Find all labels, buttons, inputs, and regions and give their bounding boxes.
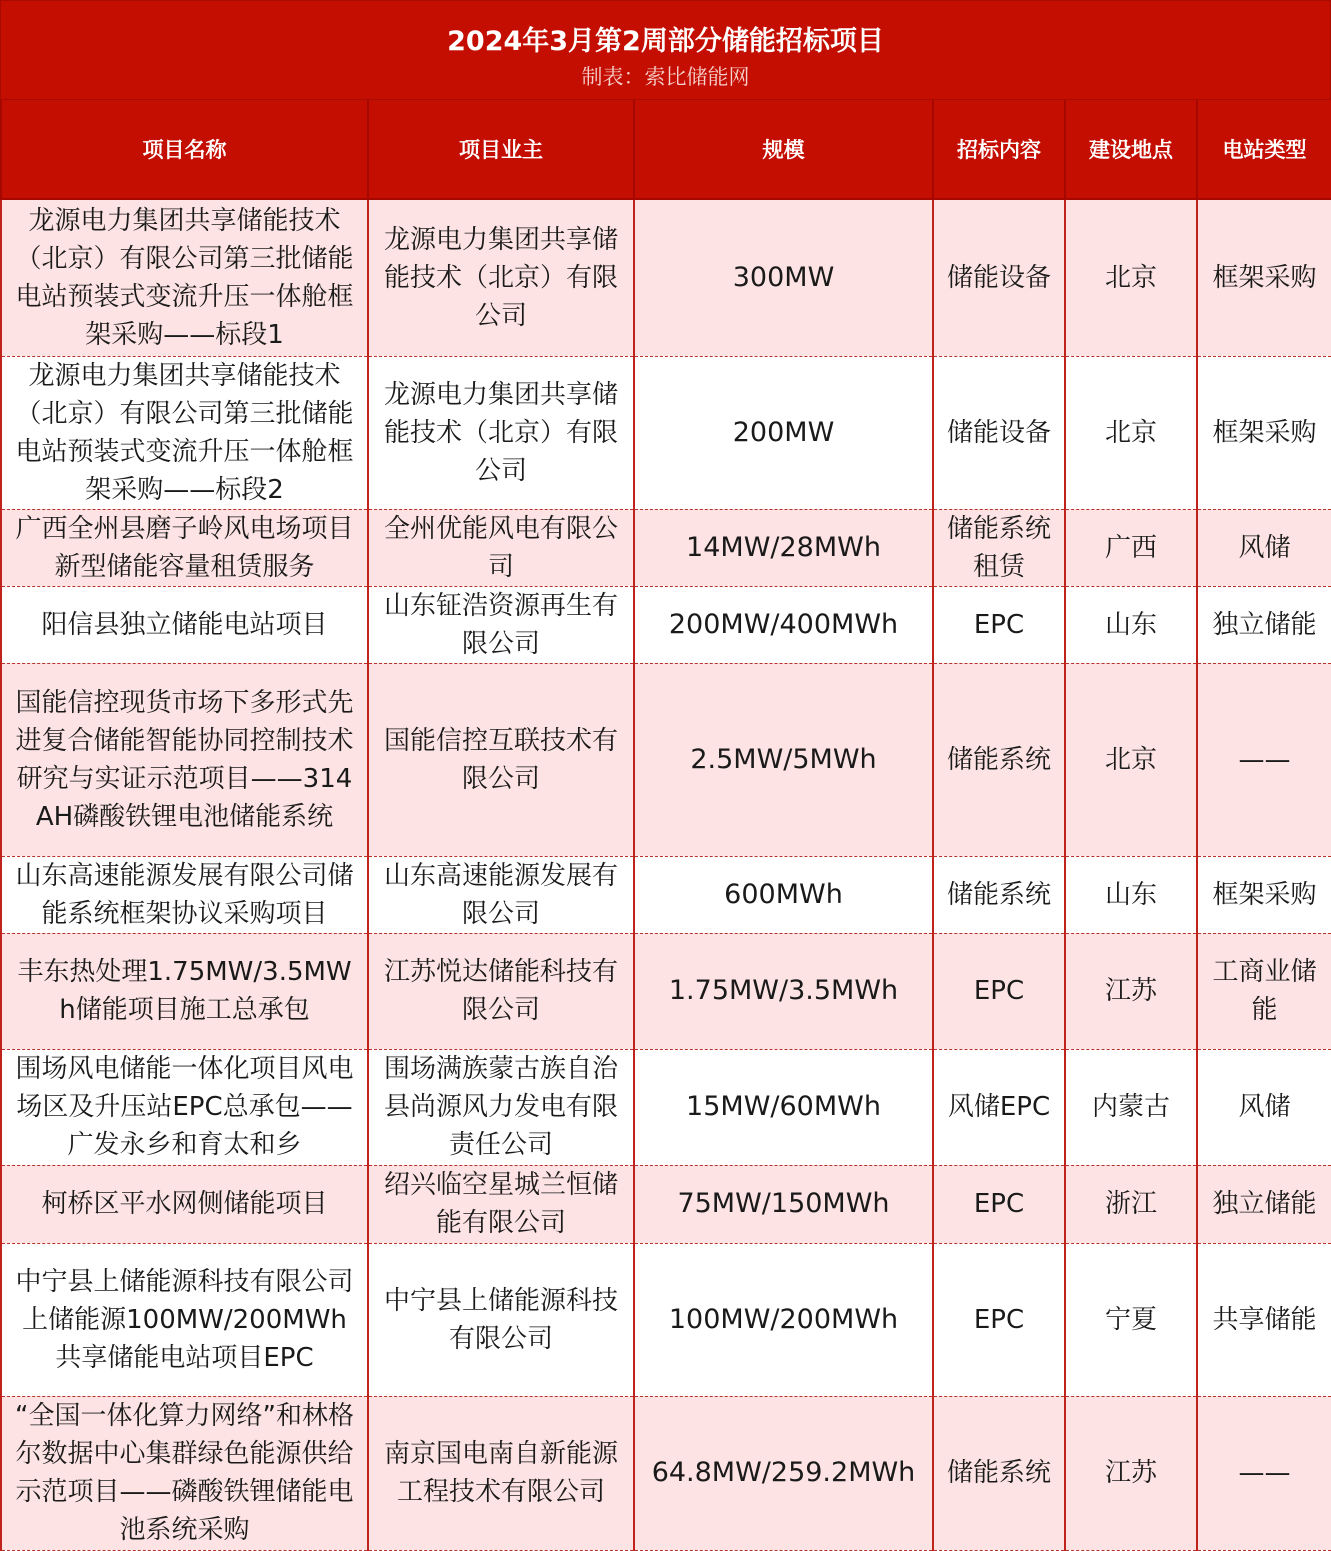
cell-tender-content: 储能系统租赁 xyxy=(933,509,1065,586)
cell-tender-content: EPC xyxy=(933,1165,1065,1243)
cell-station-type: 独立储能 xyxy=(1197,586,1331,663)
cell-location: 北京 xyxy=(1065,356,1197,509)
cell-station-type: 框架采购 xyxy=(1197,356,1331,509)
cell-owner: 山东钲浩资源再生有限公司 xyxy=(368,586,634,663)
cell-owner: 龙源电力集团共享储能技术（北京）有限公司 xyxy=(368,199,634,356)
cell-tender-content: 储能设备 xyxy=(933,199,1065,356)
cell-scale: 75MW/150MWh xyxy=(634,1165,933,1243)
table-header-row xyxy=(1,100,1331,199)
cell-location: 山东 xyxy=(1065,586,1197,663)
cell-scale: 600MWh xyxy=(634,856,933,933)
table-row xyxy=(1,1396,1331,1550)
cell-project-name: “全国一体化算力网络”和林格尔数据中心集群绿色能源供给示范项目——磷酸铁锂储能电池系统采购 xyxy=(1,1396,368,1550)
table-row xyxy=(1,509,1331,586)
table-row xyxy=(1,1049,1331,1165)
cell-tender-content: 储能设备 xyxy=(933,356,1065,509)
cell-tender-content: EPC xyxy=(933,586,1065,663)
cell-location: 江苏 xyxy=(1065,1396,1197,1550)
cell-project-name: 国能信控现货市场下多形式先进复合储能智能协同控制技术研究与实证示范项目——314AH磷酸铁锂电池储能系统 xyxy=(1,663,368,856)
cell-project-name: 阳信县独立储能电站项目 xyxy=(1,586,368,663)
cell-project-name: 广西全州县磨子岭风电场项目新型储能容量租赁服务 xyxy=(1,509,368,586)
cell-location: 北京 xyxy=(1065,199,1197,356)
cell-scale: 15MW/60MWh xyxy=(634,1049,933,1165)
table-row xyxy=(1,1165,1331,1243)
cell-tender-content: EPC xyxy=(933,1243,1065,1396)
cell-tender-content: 储能系统 xyxy=(933,1396,1065,1550)
cell-scale: 64.8MW/259.2MWh xyxy=(634,1396,933,1550)
cell-project-name: 山东高速能源发展有限公司储能系统框架协议采购项目 xyxy=(1,856,368,933)
cell-owner: 中宁县上储能源科技有限公司 xyxy=(368,1243,634,1396)
cell-tender-content: 风储EPC xyxy=(933,1049,1065,1165)
cell-scale: 1.75MW/3.5MWh xyxy=(634,933,933,1049)
cell-owner: 龙源电力集团共享储能技术（北京）有限公司 xyxy=(368,356,634,509)
cell-owner: 国能信控互联技术有限公司 xyxy=(368,663,634,856)
cell-project-name: 龙源电力集团共享储能技术（北京）有限公司第三批储能电站预装式变流升压一体舱框架采购——标段2 xyxy=(1,356,368,509)
cell-station-type: —— xyxy=(1197,1396,1331,1550)
cell-tender-content: 储能系统 xyxy=(933,663,1065,856)
cell-station-type: 风储 xyxy=(1197,1049,1331,1165)
cell-scale: 2.5MW/5MWh xyxy=(634,663,933,856)
cell-project-name: 柯桥区平水网侧储能项目 xyxy=(1,1165,368,1243)
cell-scale: 200MW xyxy=(634,356,933,509)
cell-station-type: 工商业储能 xyxy=(1197,933,1331,1049)
cell-owner: 绍兴临空星城兰恒储能有限公司 xyxy=(368,1165,634,1243)
cell-location: 广西 xyxy=(1065,509,1197,586)
table-row xyxy=(1,586,1331,663)
column-header-owner: 项目业主 xyxy=(368,100,634,199)
column-header-location: 建设地点 xyxy=(1065,100,1197,199)
title-bar xyxy=(0,0,1331,100)
column-header-tender-content: 招标内容 xyxy=(933,100,1065,199)
page-title: 2024年3月第2周部分储能招标项目 xyxy=(447,26,884,57)
cell-tender-content: EPC xyxy=(933,933,1065,1049)
cell-owner: 江苏悦达储能科技有限公司 xyxy=(368,933,634,1049)
cell-owner: 围场满族蒙古族自治县尚源风力发电有限责任公司 xyxy=(368,1049,634,1165)
table-row xyxy=(1,1243,1331,1396)
cell-station-type: 风储 xyxy=(1197,509,1331,586)
table-row xyxy=(1,856,1331,933)
cell-station-type: —— xyxy=(1197,663,1331,856)
column-header-project-name: 项目名称 xyxy=(1,100,368,199)
cell-project-name: 围场风电储能一体化项目风电场区及升压站EPC总承包——广发永乡和育太和乡 xyxy=(1,1049,368,1165)
table-row xyxy=(1,356,1331,509)
cell-project-name: 丰东热处理1.75MW/3.5MWh储能项目施工总承包 xyxy=(1,933,368,1049)
cell-location: 内蒙古 xyxy=(1065,1049,1197,1165)
cell-scale: 300MW xyxy=(634,199,933,356)
cell-station-type: 框架采购 xyxy=(1197,199,1331,356)
table-row xyxy=(1,663,1331,856)
cell-station-type: 框架采购 xyxy=(1197,856,1331,933)
cell-location: 浙江 xyxy=(1065,1165,1197,1243)
table-row xyxy=(1,199,1331,356)
cell-station-type: 共享储能 xyxy=(1197,1243,1331,1396)
cell-scale: 200MW/400MWh xyxy=(634,586,933,663)
cell-location: 北京 xyxy=(1065,663,1197,856)
page-subtitle: 制表：索比储能网 xyxy=(581,65,750,89)
cell-project-name: 龙源电力集团共享储能技术（北京）有限公司第三批储能电站预装式变流升压一体舱框架采购——标段1 xyxy=(1,199,368,356)
cell-scale: 14MW/28MWh xyxy=(634,509,933,586)
column-header-scale: 规模 xyxy=(634,100,933,199)
cell-tender-content: 储能系统 xyxy=(933,856,1065,933)
cell-project-name: 中宁县上储能源科技有限公司上储能源100MW/200MWh共享储能电站项目EPC xyxy=(1,1243,368,1396)
cell-owner: 全州优能风电有限公司 xyxy=(368,509,634,586)
cell-station-type: 独立储能 xyxy=(1197,1165,1331,1243)
cell-location: 宁夏 xyxy=(1065,1243,1197,1396)
cell-owner: 南京国电南自新能源工程技术有限公司 xyxy=(368,1396,634,1550)
cell-location: 江苏 xyxy=(1065,933,1197,1049)
cell-location: 山东 xyxy=(1065,856,1197,933)
cell-owner: 山东高速能源发展有限公司 xyxy=(368,856,634,933)
table-row xyxy=(1,933,1331,1049)
column-header-station-type: 电站类型 xyxy=(1197,100,1331,199)
cell-scale: 100MW/200MWh xyxy=(634,1243,933,1396)
tender-table xyxy=(0,100,1331,1551)
